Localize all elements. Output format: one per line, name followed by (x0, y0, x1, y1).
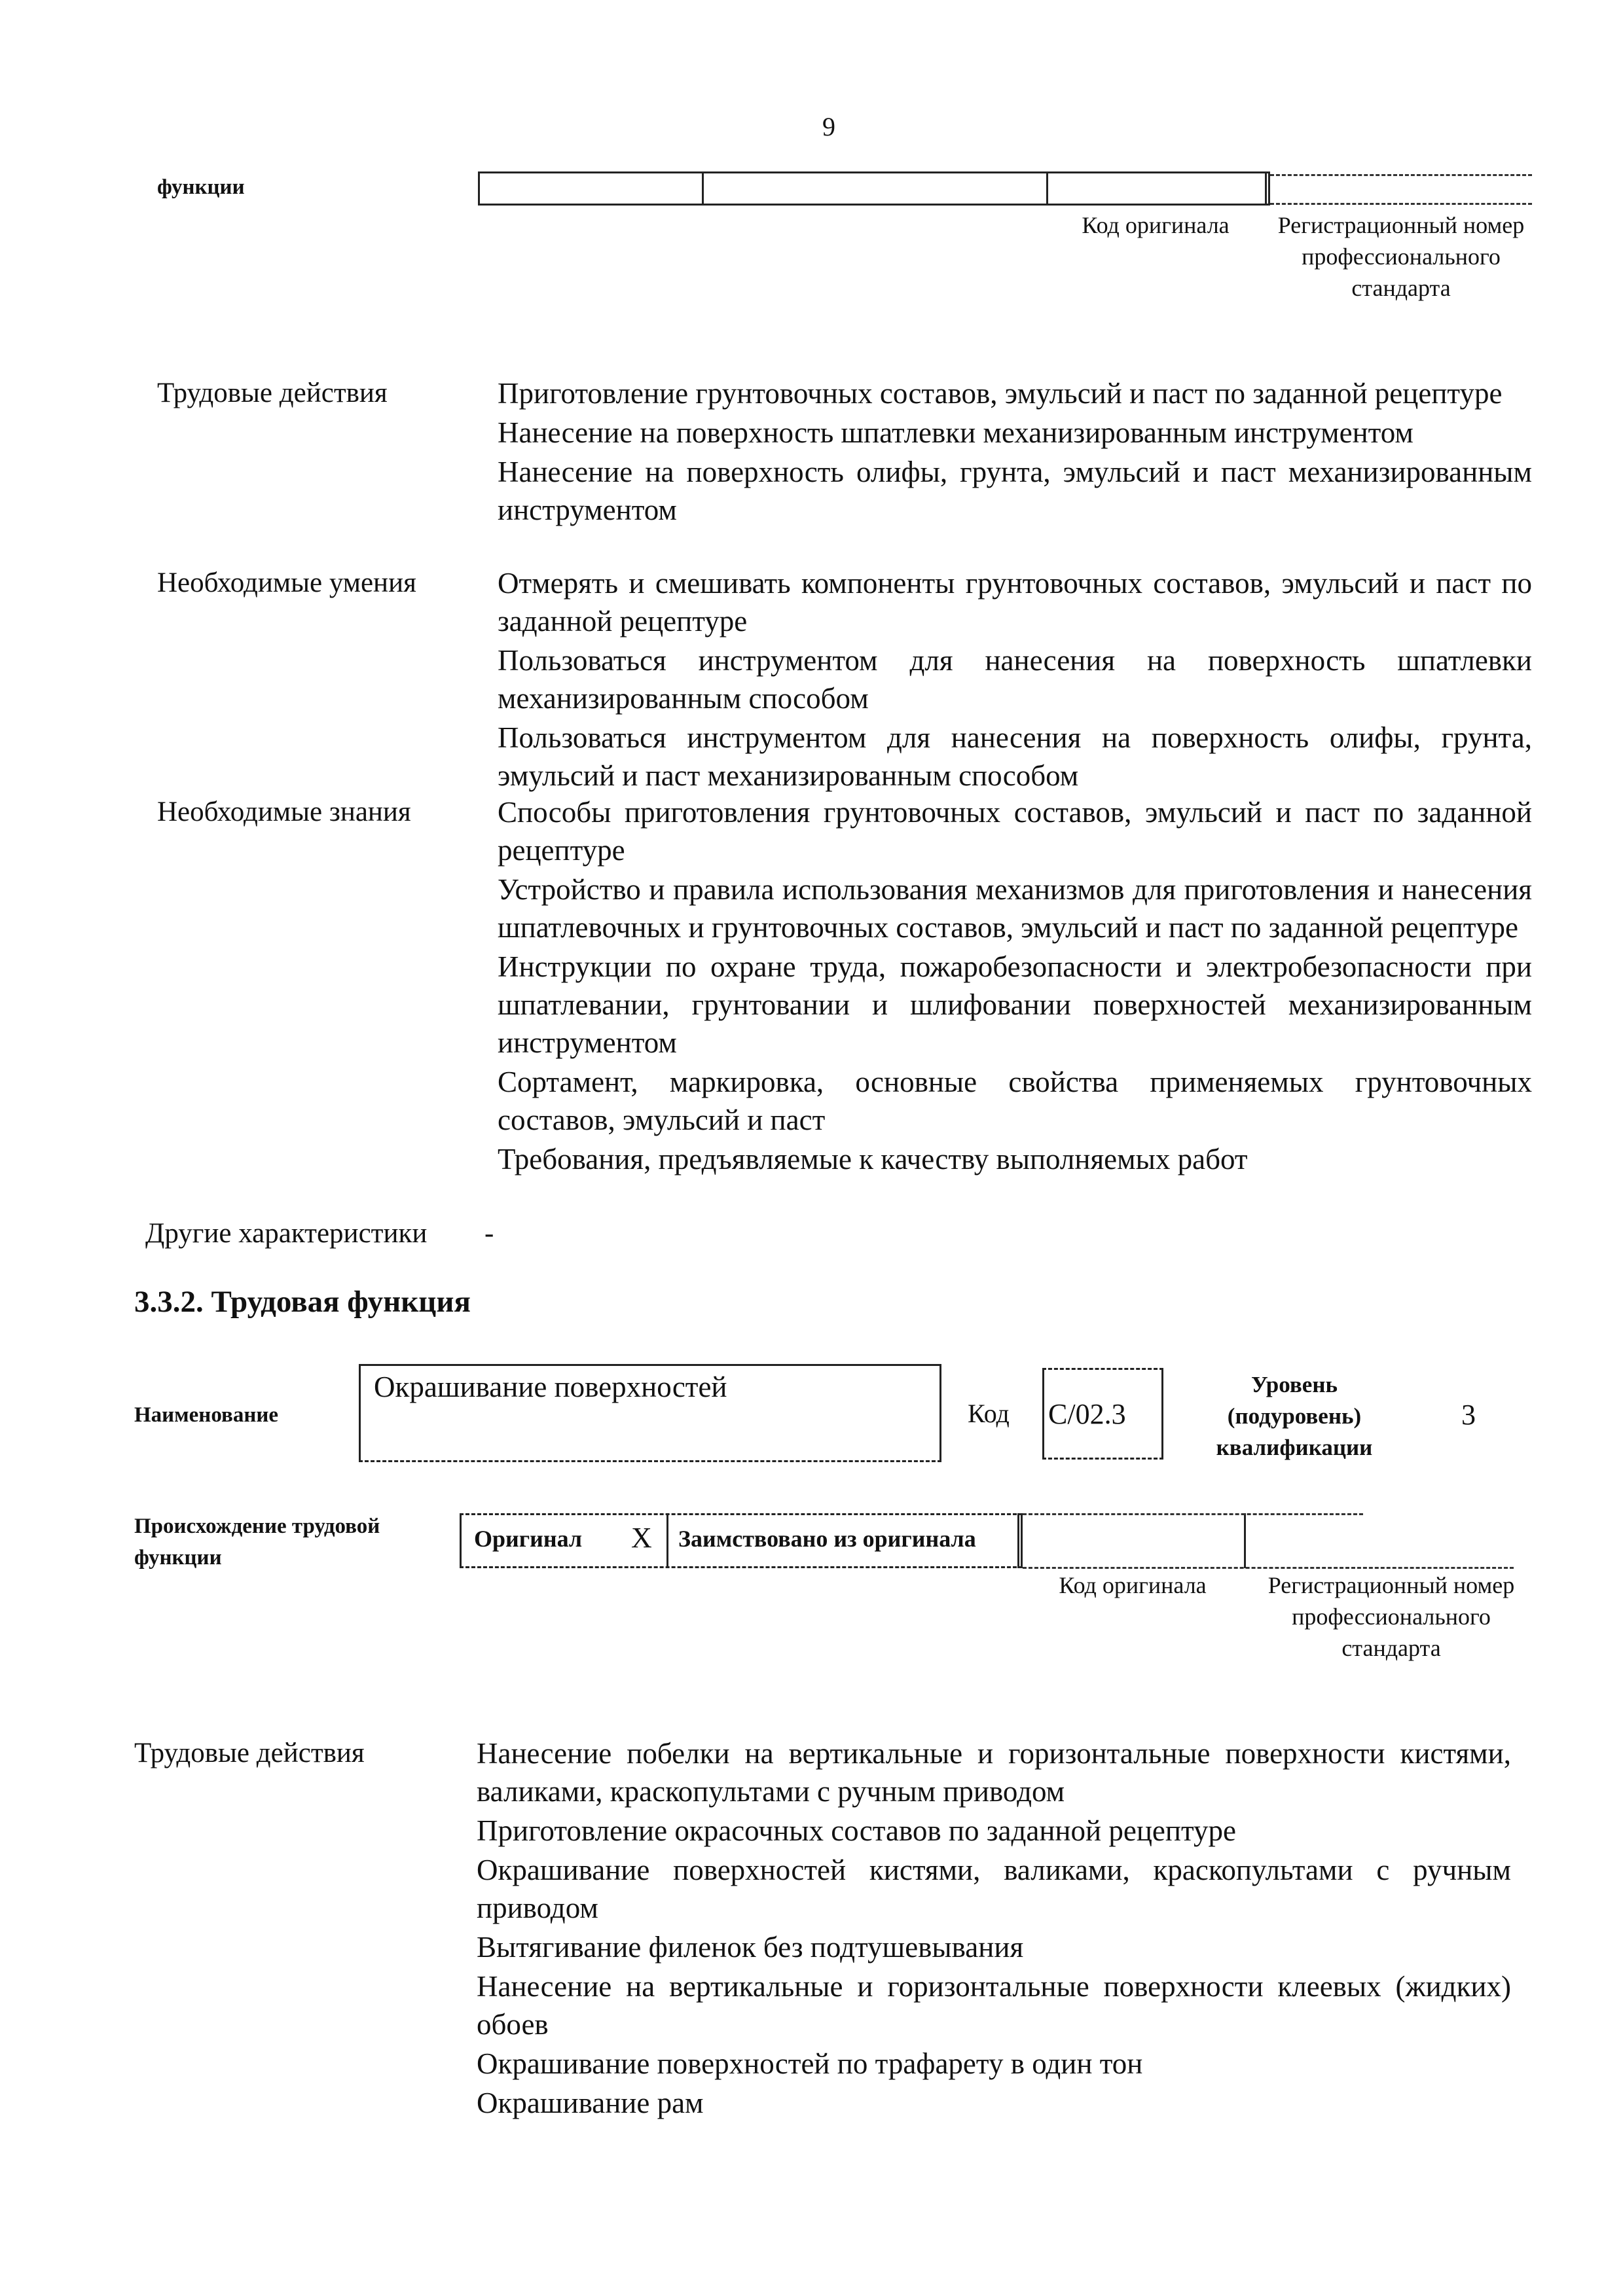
list-item: Устройство и правила использования механизмов для приготовления и нанесения шпатлевочных и грунтовочных составов, эмульсий и паст по заданной рецептуре (498, 873, 1532, 944)
dashed-border (1023, 1513, 1363, 1515)
other-characteristics-label: Другие характеристики (145, 1218, 428, 1249)
list-item: Окрашивание поверхностей по трафарету в один тон (477, 2047, 1143, 2080)
name-field (359, 1364, 941, 1462)
skills-label: Необходимые умения (157, 567, 416, 598)
origin-label: Происхождение трудовой функции (134, 1515, 380, 1570)
knowledge-list (498, 793, 1532, 1179)
page-number: 9 (822, 112, 835, 141)
section-heading: 3.3.2. Трудовая функция (134, 1285, 471, 1319)
divider (1265, 171, 1267, 206)
list-item: Приготовление грунтовочных составов, эмульсий и паст по заданной рецептуре (498, 377, 1503, 410)
list-item: Отмерять и смешивать компоненты грунтовочных составов, эмульсий и паст по заданной рецептуре (498, 567, 1532, 637)
code-value: C/02.3 (1048, 1398, 1126, 1430)
labor-actions-list (498, 374, 1532, 530)
code-label: Код (968, 1399, 1010, 1428)
code-original-caption: Код оригинала (1082, 212, 1230, 238)
borrowed-label: Заимствовано из оригинала (678, 1526, 976, 1552)
level-label: Уровень (подуровень) квалификации (1216, 1372, 1373, 1460)
list-item: Сортамент, маркировка, основные свойства применяемых грунтовочных составов, эмульсий и паст (498, 1066, 1532, 1136)
code-field (1042, 1368, 1163, 1460)
list-item: Пользоваться инструментом для нанесения на поверхность олифы, грунта, эмульсий и паст механизированным способом (498, 721, 1532, 792)
skills-list (498, 564, 1532, 796)
knowledge-label: Необходимые знания (157, 797, 411, 827)
divider (702, 171, 704, 206)
divider (1017, 1513, 1019, 1568)
origin-table-row (478, 171, 1270, 206)
list-item: Нанесение на поверхность шпатлевки механизированным инструментом (498, 416, 1413, 449)
list-item: Нанесение на поверхность олифы, грунта, эмульсий и паст механизированным инструментом (498, 456, 1532, 526)
labor-actions-label: Трудовые действия (157, 378, 388, 408)
list-item: Требования, предъявляемые к качеству выполняемых работ (498, 1143, 1248, 1175)
list-item: Вытягивание филенок без подтушевывания (477, 1931, 1024, 1964)
divider (1244, 1513, 1246, 1568)
name-label: Наименование (134, 1403, 278, 1427)
divider (666, 1513, 668, 1568)
list-item: Приготовление окрасочных составов по заданной рецептуре (477, 1814, 1237, 1847)
dashed-border (1023, 1567, 1514, 1569)
list-item: Способы приготовления грунтовочных составов, эмульсий и паст по заданной рецептуре (498, 796, 1532, 867)
list-item: Окрашивание поверхностей кистями, валиками, краскопультами с ручным приводом (477, 1854, 1511, 1924)
divider (1046, 171, 1048, 206)
dashed-border (1270, 174, 1532, 176)
level-value: 3 (1461, 1399, 1476, 1431)
labor-actions-list (477, 1734, 1511, 2123)
original-mark: X (631, 1522, 652, 1554)
list-item: Нанесение побелки на вертикальные и горизонтальные поверхности кистями, валиками, краскопультами с ручным приводом (477, 1737, 1511, 1808)
list-item: Пользоваться инструментом для нанесения на поверхность шпатлевки механизированным способом (498, 644, 1532, 715)
list-item: Инструкции по охране труда, пожаробезопасности и электробезопасности при шпатлевании, грунтовании и шлифовании поверхностей механизированным инструментом (498, 950, 1532, 1059)
reg-number-caption: Регистрационный номер профессионального стандарта (1267, 1572, 1515, 1661)
other-characteristics-value: - (484, 1218, 494, 1249)
labor-actions-label: Трудовые действия (134, 1738, 365, 1768)
list-item: Окрашивание рам (477, 2087, 704, 2119)
code-original-caption: Код оригинала (1059, 1572, 1207, 1598)
origin-label-tail: функции (157, 175, 245, 199)
reg-number-caption: Регистрационный номер профессионального стандарта (1277, 212, 1525, 301)
original-label: Оригинал (474, 1526, 583, 1552)
list-item: Нанесение на вертикальные и горизонтальные поверхности клеевых (жидких) обоев (477, 1970, 1511, 2041)
name-value: Окрашивание поверхностей (374, 1371, 727, 1403)
dashed-border (1270, 203, 1532, 205)
